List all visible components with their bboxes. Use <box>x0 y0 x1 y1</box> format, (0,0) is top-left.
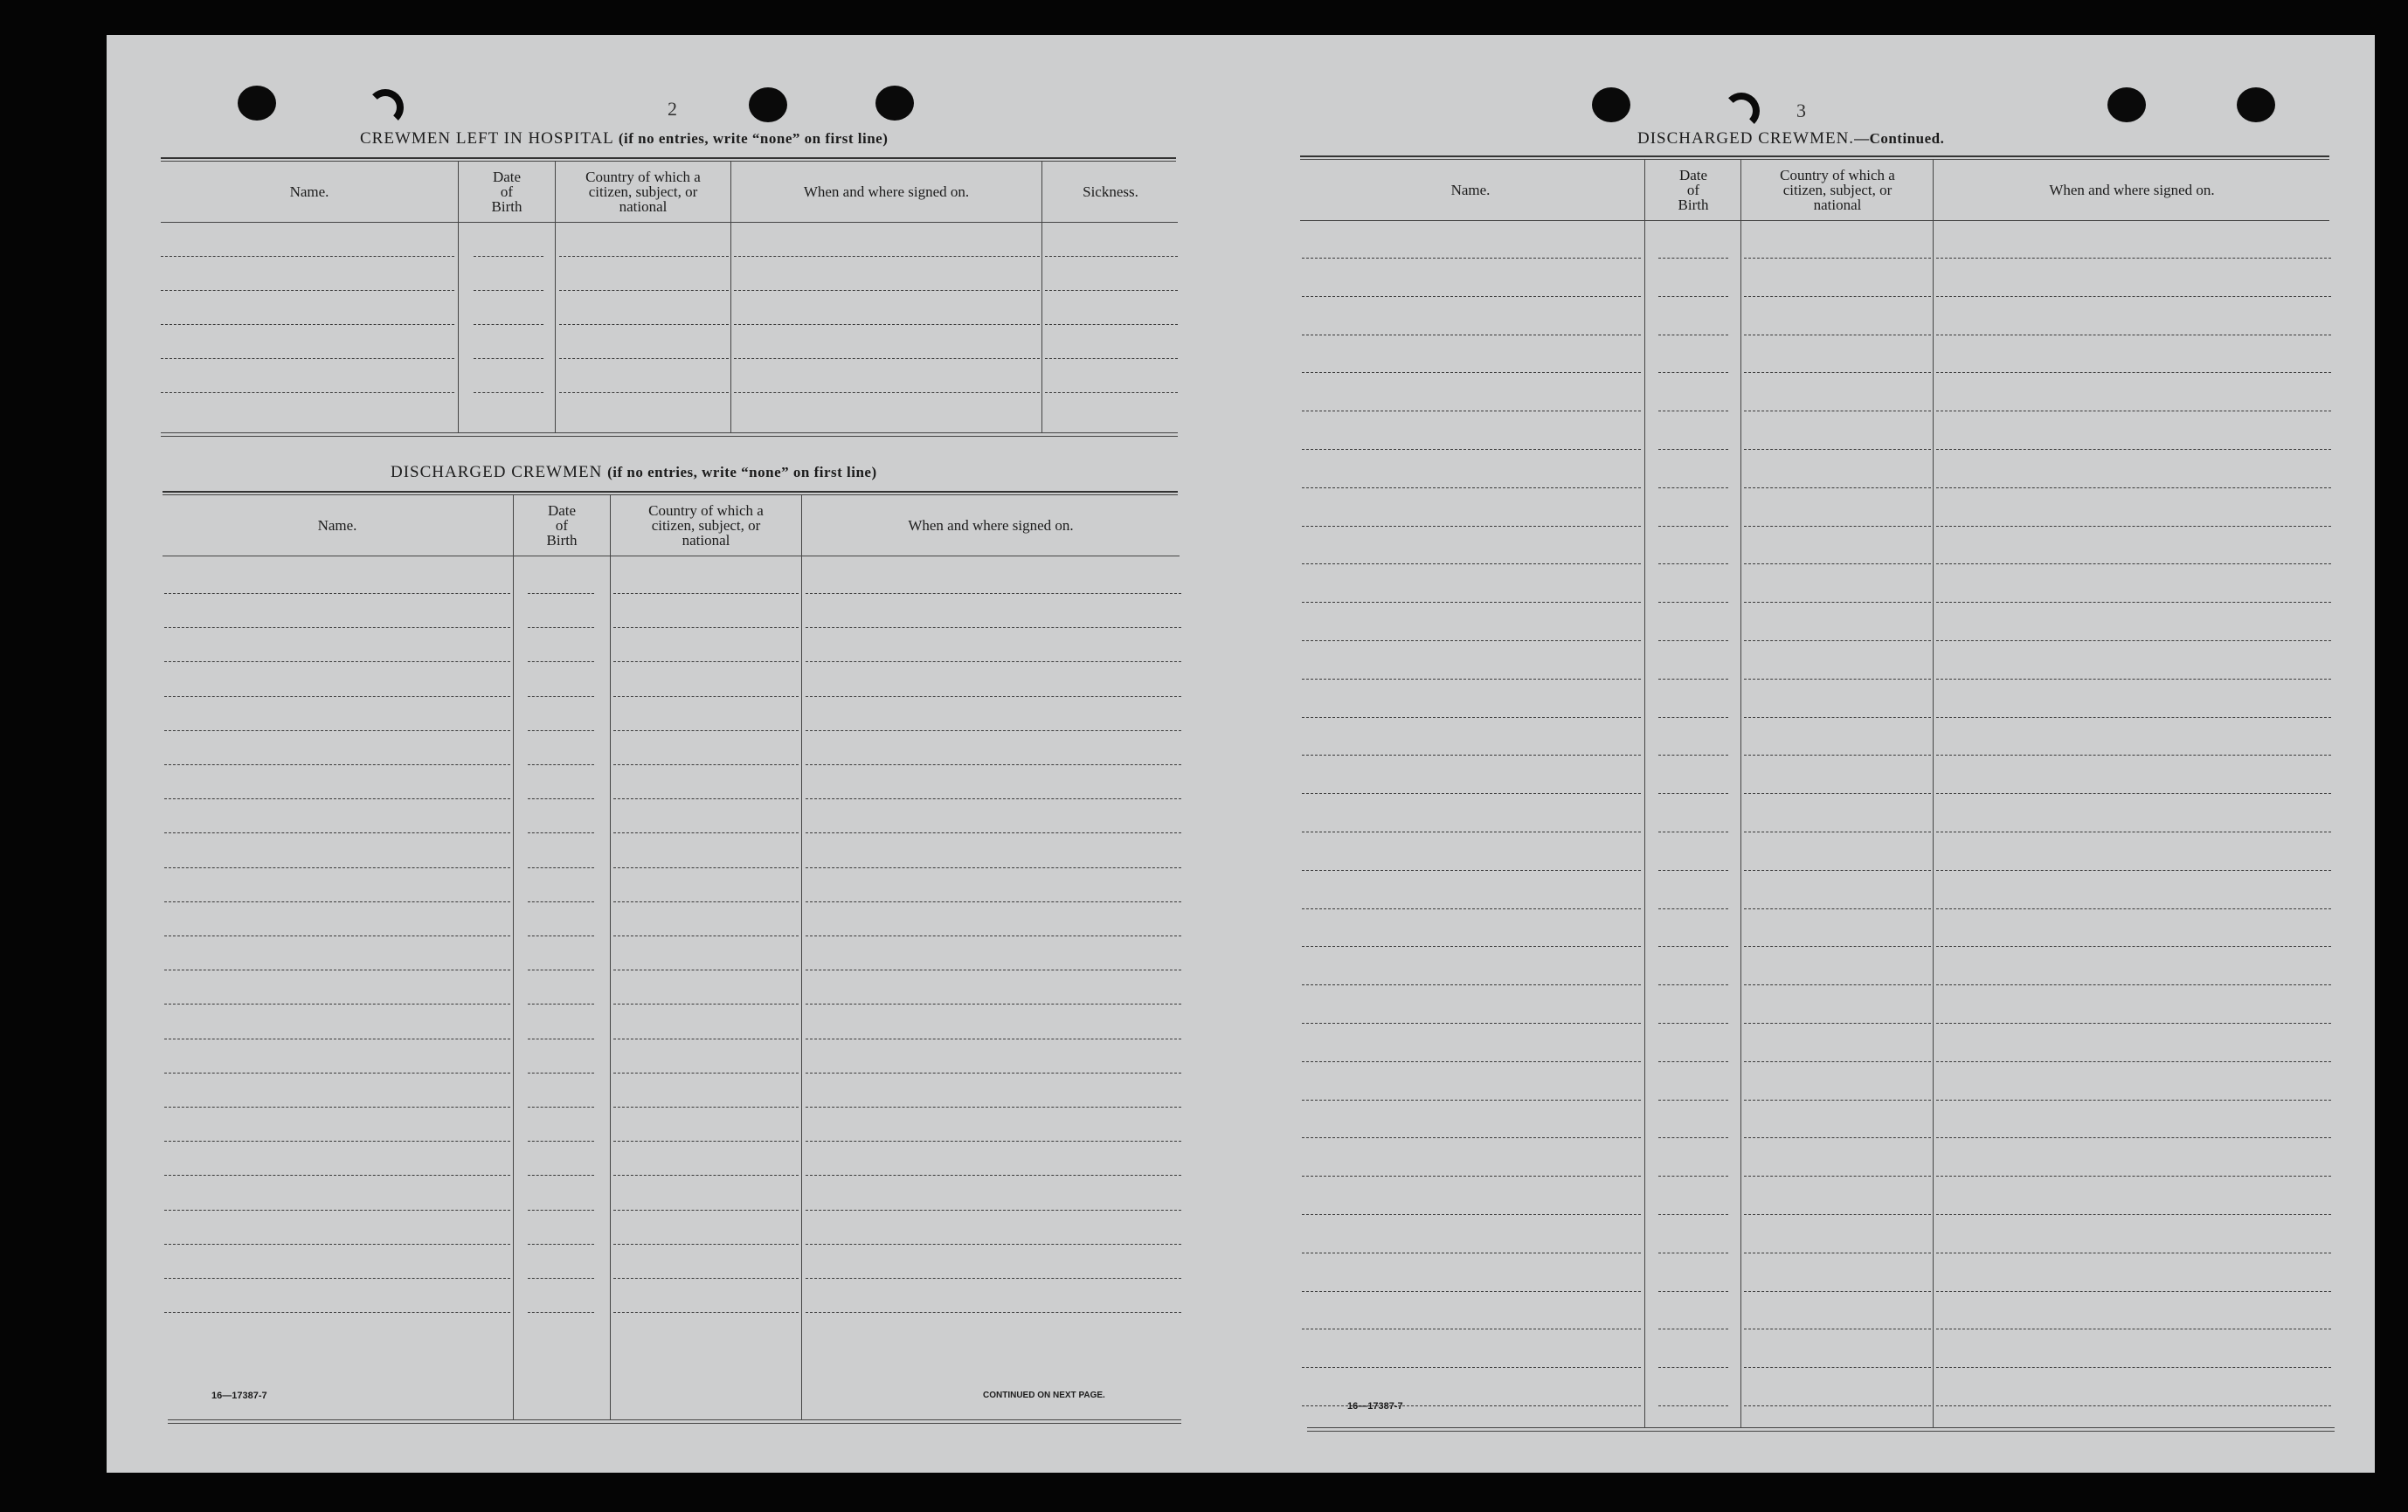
ruled-line <box>1744 449 1931 450</box>
ruled-line <box>613 764 799 765</box>
ruled-line <box>528 1107 594 1108</box>
col-header-dob: Date of Birth <box>1678 166 1709 213</box>
ruled-line <box>1936 908 2331 909</box>
ruled-line <box>1936 640 2331 641</box>
ruled-line <box>613 730 799 731</box>
ruled-line <box>1302 640 1641 641</box>
discharged-section-title <box>391 463 877 482</box>
ruled-line <box>164 764 510 765</box>
ruled-line <box>1744 908 1931 909</box>
col-header-signed-on: When and where signed on. <box>2049 181 2215 198</box>
ruled-line <box>1744 526 1931 527</box>
ruled-line <box>1744 984 1931 985</box>
ruled-line <box>613 1244 799 1245</box>
ruled-line <box>1658 755 1728 756</box>
right-title-text: DISCHARGED CREWMEN. <box>1637 129 1855 148</box>
bottom-rule <box>1307 1431 2335 1432</box>
ruled-line <box>1744 1023 1931 1024</box>
punch-hole <box>875 86 914 121</box>
col-header-country: Country of which a citizen, subject, or national <box>585 168 701 215</box>
ruled-line <box>1744 602 1931 603</box>
col-header-sickness: Sickness. <box>1083 183 1138 200</box>
ruled-line <box>559 358 729 359</box>
ruled-line <box>1744 563 1931 564</box>
ruled-line <box>1658 296 1728 297</box>
ruled-line <box>1936 1176 2331 1177</box>
ruled-line <box>1045 324 1178 325</box>
hospital-title-note: (if no entries, write “none” on first line) <box>618 130 889 147</box>
ruled-line <box>1936 984 2331 985</box>
ruled-line <box>806 764 1181 765</box>
ruled-line <box>1658 1291 1728 1292</box>
ruled-line <box>1302 1367 1641 1368</box>
ruled-line <box>1658 946 1728 947</box>
column-divider <box>610 495 611 1419</box>
ruled-line <box>1658 1061 1728 1062</box>
hospital-section-title <box>360 129 888 148</box>
ruled-line <box>613 867 799 868</box>
ruled-line <box>806 1312 1181 1313</box>
ruled-line <box>164 1312 510 1313</box>
ruled-line <box>1744 755 1931 756</box>
ruled-line <box>164 1175 510 1176</box>
bottom-rule <box>1307 1427 2335 1428</box>
col-header-name: Name. <box>1450 181 1491 198</box>
ruled-line <box>164 1073 510 1074</box>
ruled-line <box>806 627 1181 628</box>
ruled-line <box>164 627 510 628</box>
ruled-line <box>164 730 510 731</box>
ruled-line <box>613 1312 799 1313</box>
col-header-dob: Date of Birth <box>546 501 578 549</box>
ruled-line <box>528 1073 594 1074</box>
ruled-line <box>1936 449 2331 450</box>
column-divider <box>555 162 556 432</box>
ruled-line <box>1744 1291 1931 1292</box>
ruled-line <box>161 256 454 257</box>
top-rule <box>161 157 1176 159</box>
col-header-name: Name. <box>317 516 357 534</box>
ruled-line <box>528 1175 594 1176</box>
form-sheet <box>107 35 2375 1473</box>
header-rule <box>161 222 1178 223</box>
ruled-line <box>1744 793 1931 794</box>
page-number-right: 3 <box>1796 100 1806 121</box>
ruled-line <box>613 1107 799 1108</box>
ruled-line <box>164 798 510 799</box>
ruled-line <box>164 696 510 697</box>
ruled-line <box>613 696 799 697</box>
ruled-line <box>474 256 543 257</box>
column-divider <box>1041 162 1042 432</box>
ruled-line <box>613 661 799 662</box>
ruled-line <box>1936 1405 2331 1406</box>
ruled-line <box>1936 526 2331 527</box>
ruled-line <box>1658 870 1728 871</box>
ruled-line <box>613 1210 799 1211</box>
page-number-left: 2 <box>668 98 677 120</box>
ruled-line <box>1302 258 1641 259</box>
ruled-line <box>613 593 799 594</box>
ruled-line <box>806 1175 1181 1176</box>
ruled-line <box>734 392 1040 393</box>
ruled-line <box>528 627 594 628</box>
ruled-line <box>1302 563 1641 564</box>
col-header-dob: Date of Birth <box>491 168 522 215</box>
ruled-line <box>806 1278 1181 1279</box>
section-rule <box>161 432 1178 433</box>
ruled-line <box>528 1278 594 1279</box>
ruled-line <box>806 867 1181 868</box>
ruled-line <box>1936 1214 2331 1215</box>
ruled-line <box>1045 358 1178 359</box>
ruled-line <box>1302 1291 1641 1292</box>
ruled-line <box>1302 984 1641 985</box>
ruled-line <box>474 290 543 291</box>
col-header-country: Country of which a citizen, subject, or national <box>1780 166 1895 213</box>
top-rule <box>163 491 1178 493</box>
ruled-line <box>1936 755 2331 756</box>
ruled-line <box>1744 1100 1931 1101</box>
ruled-line <box>806 730 1181 731</box>
ruled-line <box>1302 296 1641 297</box>
ruled-line <box>806 1107 1181 1108</box>
punch-hole <box>367 89 404 126</box>
ruled-line <box>613 1141 799 1142</box>
ruled-line <box>528 832 594 833</box>
ruled-line <box>1302 870 1641 871</box>
ruled-line <box>1744 717 1931 718</box>
ruled-line <box>1302 1137 1641 1138</box>
ruled-line <box>1658 793 1728 794</box>
ruled-line <box>1658 372 1728 373</box>
right-title-suffix: —Continued. <box>1854 130 1945 147</box>
ruled-line <box>528 661 594 662</box>
ruled-line <box>1658 717 1728 718</box>
ruled-line <box>1302 717 1641 718</box>
ruled-line <box>1658 679 1728 680</box>
ruled-line <box>474 392 543 393</box>
ruled-line <box>161 290 454 291</box>
ruled-line <box>1658 1176 1728 1177</box>
ruled-line <box>1936 1023 2331 1024</box>
ruled-line <box>1658 487 1728 488</box>
ruled-line <box>528 1312 594 1313</box>
ruled-line <box>1936 1137 2331 1138</box>
punch-hole <box>238 86 276 121</box>
ruled-line <box>1744 258 1931 259</box>
ruled-line <box>734 256 1040 257</box>
discharged-title-note: (if no entries, write “none” on first line) <box>607 464 877 480</box>
ruled-line <box>1744 1367 1931 1368</box>
ruled-line <box>1936 487 2331 488</box>
ruled-line <box>528 867 594 868</box>
punch-hole <box>2107 87 2146 122</box>
ruled-line <box>1658 258 1728 259</box>
ruled-line <box>474 324 543 325</box>
ruled-line <box>1936 296 2331 297</box>
ruled-line <box>1302 1176 1641 1177</box>
ruled-line <box>1302 602 1641 603</box>
ruled-line <box>1936 602 2331 603</box>
ruled-line <box>1302 487 1641 488</box>
ruled-line <box>164 593 510 594</box>
ruled-line <box>806 1244 1181 1245</box>
ruled-line <box>559 290 729 291</box>
ruled-line <box>1744 946 1931 947</box>
ruled-line <box>528 798 594 799</box>
ruled-line <box>1658 602 1728 603</box>
ruled-line <box>613 798 799 799</box>
ruled-line <box>1302 372 1641 373</box>
ruled-line <box>1744 1061 1931 1062</box>
ruled-line <box>1302 1214 1641 1215</box>
ruled-line <box>1744 679 1931 680</box>
ruled-line <box>1302 449 1641 450</box>
ruled-line <box>1744 1137 1931 1138</box>
ruled-line <box>559 324 729 325</box>
continued-note: CONTINUED ON NEXT PAGE. <box>983 1391 1105 1400</box>
ruled-line <box>161 358 454 359</box>
ruled-line <box>1302 1023 1641 1024</box>
ruled-line <box>164 832 510 833</box>
ruled-line <box>1936 1061 2331 1062</box>
ruled-line <box>806 798 1181 799</box>
ruled-line <box>1936 563 2331 564</box>
ruled-line <box>164 661 510 662</box>
ruled-line <box>1744 870 1931 871</box>
col-header-signed-on: When and where signed on. <box>908 516 1074 534</box>
ruled-line <box>1658 984 1728 985</box>
ruled-line <box>806 1073 1181 1074</box>
column-divider <box>801 495 802 1419</box>
ruled-line <box>1936 1100 2331 1101</box>
col-header-signed-on: When and where signed on. <box>803 183 970 200</box>
ruled-line <box>1936 679 2331 680</box>
ruled-line <box>161 392 454 393</box>
ruled-line <box>1744 1405 1931 1406</box>
column-divider <box>513 495 514 1419</box>
ruled-line <box>1936 258 2331 259</box>
ruled-line <box>528 901 594 902</box>
ruled-line <box>806 1210 1181 1211</box>
ruled-line <box>613 1073 799 1074</box>
section-rule <box>161 436 1178 437</box>
ruled-line <box>1658 1367 1728 1368</box>
punch-hole <box>749 87 787 122</box>
form-number: 16—17387-7 <box>1347 1401 1403 1412</box>
ruled-line <box>806 901 1181 902</box>
ruled-line <box>806 832 1181 833</box>
ruled-line <box>613 1278 799 1279</box>
column-divider <box>1644 160 1645 1428</box>
ruled-line <box>1936 793 2331 794</box>
ruled-line <box>1045 290 1178 291</box>
ruled-line <box>1302 1061 1641 1062</box>
punch-hole <box>1723 93 1760 129</box>
column-divider <box>458 162 459 432</box>
ruled-line <box>734 358 1040 359</box>
ruled-line <box>559 256 729 257</box>
ruled-line <box>474 358 543 359</box>
ruled-line <box>164 1004 510 1005</box>
ruled-line <box>1744 1176 1931 1177</box>
ruled-line <box>1744 487 1931 488</box>
ruled-line <box>164 1244 510 1245</box>
col-header-country: Country of which a citizen, subject, or national <box>648 501 764 549</box>
ruled-line <box>164 1141 510 1142</box>
ruled-line <box>1744 372 1931 373</box>
ruled-line <box>1658 1137 1728 1138</box>
ruled-line <box>1936 870 2331 871</box>
ruled-line <box>1658 1214 1728 1215</box>
ruled-line <box>1744 296 1931 297</box>
ruled-line <box>1936 946 2331 947</box>
ruled-line <box>1302 793 1641 794</box>
punch-hole <box>1592 87 1630 122</box>
ruled-line <box>1658 563 1728 564</box>
ruled-line <box>1302 946 1641 947</box>
column-divider <box>1740 160 1741 1428</box>
ruled-line <box>1302 679 1641 680</box>
top-rule <box>1300 155 2329 157</box>
ruled-line <box>1302 1100 1641 1101</box>
ruled-line <box>806 661 1181 662</box>
ruled-line <box>1658 1023 1728 1024</box>
ruled-line <box>613 832 799 833</box>
discharged-title-text: DISCHARGED CREWMEN <box>391 463 603 481</box>
ruled-line <box>164 1107 510 1108</box>
ruled-line <box>1658 1405 1728 1406</box>
ruled-line <box>528 1141 594 1142</box>
ruled-line <box>1936 1367 2331 1368</box>
ruled-line <box>734 324 1040 325</box>
ruled-line <box>806 593 1181 594</box>
bottom-rule <box>168 1419 1181 1420</box>
ruled-line <box>164 1210 510 1211</box>
ruled-line <box>1302 755 1641 756</box>
ruled-line <box>528 1210 594 1211</box>
ruled-line <box>1302 526 1641 527</box>
ruled-line <box>1658 1100 1728 1101</box>
ruled-line <box>1302 908 1641 909</box>
ruled-line <box>528 1004 594 1005</box>
column-divider <box>730 162 731 432</box>
ruled-line <box>528 1244 594 1245</box>
ruled-line <box>1936 372 2331 373</box>
ruled-line <box>806 1141 1181 1142</box>
ruled-line <box>1744 640 1931 641</box>
ruled-line <box>613 1175 799 1176</box>
ruled-line <box>1045 392 1178 393</box>
ruled-line <box>734 290 1040 291</box>
column-divider <box>1933 160 1934 1428</box>
ruled-line <box>528 764 594 765</box>
ruled-line <box>528 730 594 731</box>
ruled-line <box>613 901 799 902</box>
punch-hole <box>2237 87 2275 122</box>
ruled-line <box>1658 526 1728 527</box>
ruled-line <box>806 696 1181 697</box>
ruled-line <box>164 867 510 868</box>
ruled-line <box>1936 717 2331 718</box>
col-header-name: Name. <box>289 183 329 200</box>
ruled-line <box>613 627 799 628</box>
ruled-line <box>164 1278 510 1279</box>
ruled-line <box>613 1004 799 1005</box>
ruled-line <box>1045 256 1178 257</box>
form-number: 16—17387-7 <box>211 1391 267 1401</box>
ruled-line <box>1936 1291 2331 1292</box>
ruled-line <box>161 324 454 325</box>
ruled-line <box>528 696 594 697</box>
ruled-line <box>1658 908 1728 909</box>
bottom-rule <box>168 1423 1181 1424</box>
ruled-line <box>806 1004 1181 1005</box>
header-rule <box>1300 220 2329 221</box>
ruled-line <box>164 901 510 902</box>
ruled-line <box>1744 1214 1931 1215</box>
ruled-line <box>1658 640 1728 641</box>
ruled-line <box>528 593 594 594</box>
hospital-title-text: CREWMEN LEFT IN HOSPITAL <box>360 129 614 148</box>
ruled-line <box>1658 449 1728 450</box>
ruled-line <box>559 392 729 393</box>
right-section-title <box>1637 129 1944 148</box>
